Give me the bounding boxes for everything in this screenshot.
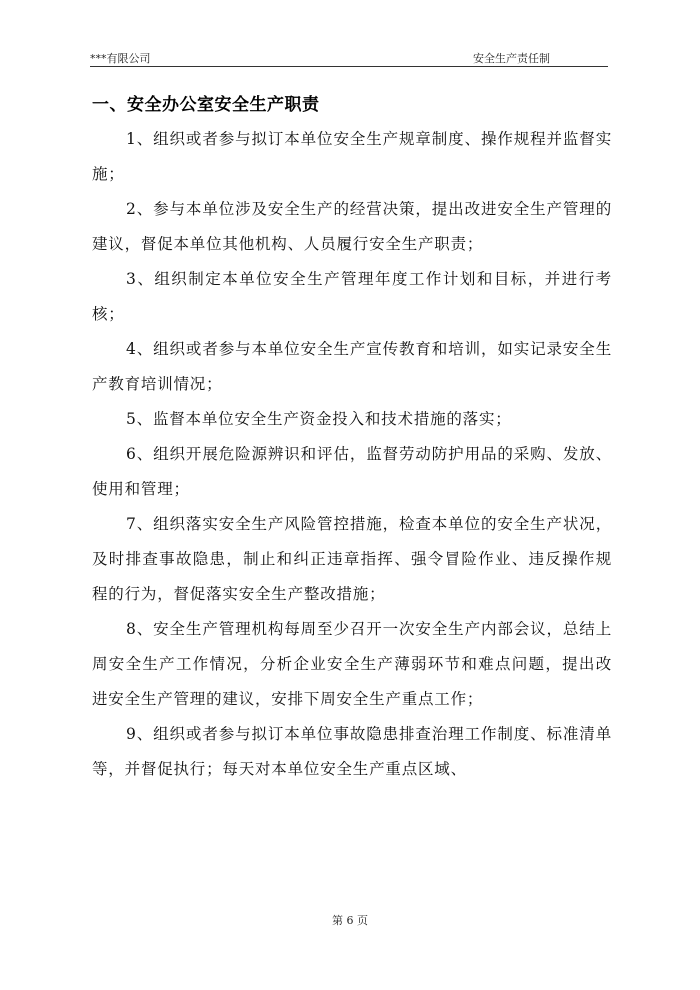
paragraph-9: 9、组织或者参与拟订本单位事故隐患排查治理工作制度、标准清单等，并督促执行；每天对本单位安全生产重点区域、 xyxy=(92,725,612,778)
paragraph-3: 3、组织制定本单位安全生产管理年度工作计划和目标，并进行考核； xyxy=(92,270,612,323)
paragraph-7: 7、组织落实安全生产风险管控措施，检查本单位的安全生产状况，及时排查事故隐患，制止和纠正违章指挥、强令冒险作业、违反操作规程的行为，督促落实安全生产整改措施； xyxy=(92,515,612,603)
paragraph-4: 4、组织或者参与本单位安全生产宣传教育和培训，如实记录安全生产教育培训情况； xyxy=(92,340,612,393)
paragraph-1: 1、组织或者参与拟订本单位安全生产规章制度、操作规程并监督实施； xyxy=(92,130,612,183)
paragraph-8: 8、安全生产管理机构每周至少召开一次安全生产内部会议，总结上周安全生产工作情况，分析企业安全生产薄弱环节和难点问题，提出改进安全生产管理的建议，安排下周安全生产重点工作； xyxy=(92,620,612,708)
paragraph-6: 6、组织开展危险源辨识和评估，监督劳动防护用品的采购、发放、使用和管理； xyxy=(92,445,612,498)
paragraph-5: 5、监督本单位安全生产资金投入和技术措施的落实； xyxy=(126,410,512,428)
section-heading: 一、安全办公室安全生产职责 xyxy=(92,95,320,115)
document-body xyxy=(92,122,612,787)
header-document-title: 安全生产责任制 xyxy=(473,52,550,65)
header-company-name: ***有限公司 xyxy=(90,52,151,65)
paragraph-2: 2、参与本单位涉及安全生产的经营决策，提出改进安全生产管理的建议，督促本单位其他机构、人员履行安全生产职责； xyxy=(92,200,612,253)
header-divider xyxy=(90,66,608,67)
page-number: 第 6 页 xyxy=(332,914,368,927)
page-header xyxy=(90,50,608,66)
